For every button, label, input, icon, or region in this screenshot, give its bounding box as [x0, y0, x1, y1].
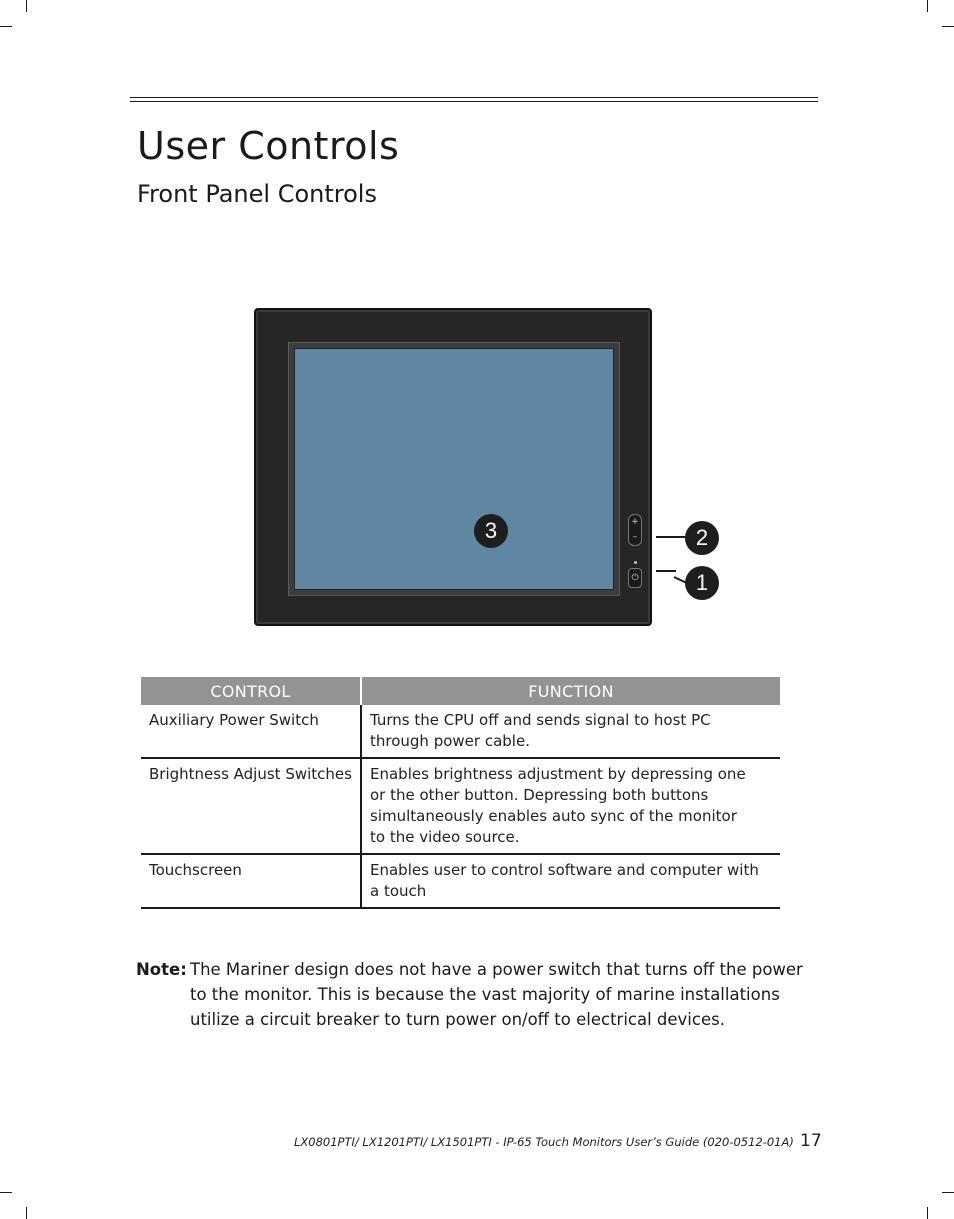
header-rule-bottom	[130, 101, 818, 102]
callout-3: 3	[474, 514, 508, 548]
screen-bezel	[288, 342, 620, 596]
table-row	[141, 854, 780, 908]
brightness-adjust-switches	[628, 514, 642, 546]
header-rule-top	[130, 97, 818, 98]
column-header-control: CONTROL	[141, 677, 361, 705]
crop-mark	[26, 0, 27, 12]
crop-mark	[26, 1207, 27, 1219]
controls-table	[141, 677, 780, 909]
column-header-function: FUNCTION	[361, 677, 780, 705]
table-header-row	[141, 677, 780, 705]
power-icon: ⏻	[631, 573, 639, 583]
table-row	[141, 758, 780, 854]
auxiliary-power-switch	[628, 568, 642, 588]
leader-line-1	[656, 570, 676, 572]
note-text: The Mariner design does not have a power switch that turns off the power to the monitor. This is because the vast majority of marine installations utilize a circuit breaker to turn power on/off to electrical devices.	[190, 960, 803, 1029]
crop-mark	[942, 26, 954, 27]
indicator-led	[634, 561, 637, 564]
control-cell: Auxiliary Power Switch	[141, 705, 361, 758]
page-number: 17	[800, 1131, 822, 1151]
note	[136, 957, 816, 1032]
function-cell: Enables brightness adjustment by depressing one or the other button. Depressing both buttons simultaneously enables auto sync of the monitor to the video source.	[361, 758, 780, 854]
footer-text: LX0801PTI/ LX1201PTI/ LX1501PTI - IP-65 Touch Monitors User’s Guide (020-0512-01A)	[294, 1135, 794, 1149]
control-cell: Touchscreen	[141, 854, 361, 908]
section-title: Front Panel Controls	[137, 180, 377, 208]
crop-mark	[927, 0, 928, 12]
page-title: User Controls	[137, 124, 400, 168]
table-row	[141, 705, 780, 758]
crop-mark	[942, 1192, 954, 1193]
control-cell: Brightness Adjust Switches	[141, 758, 361, 854]
crop-mark	[0, 26, 12, 27]
callout-1: 1	[685, 566, 719, 600]
brightness-minus-icon: –	[632, 532, 638, 542]
crop-mark	[0, 1192, 12, 1193]
brightness-plus-icon: +	[631, 517, 639, 527]
callout-2: 2	[685, 521, 719, 555]
crop-mark	[927, 1207, 928, 1219]
monitor-illustration	[254, 308, 652, 626]
leader-line-2	[656, 536, 686, 538]
note-label: Note:	[136, 960, 187, 979]
function-cell: Enables user to control software and computer with a touch	[361, 854, 780, 908]
function-cell: Turns the CPU off and sends signal to host PC through power cable.	[361, 705, 780, 758]
touchscreen	[294, 348, 614, 590]
